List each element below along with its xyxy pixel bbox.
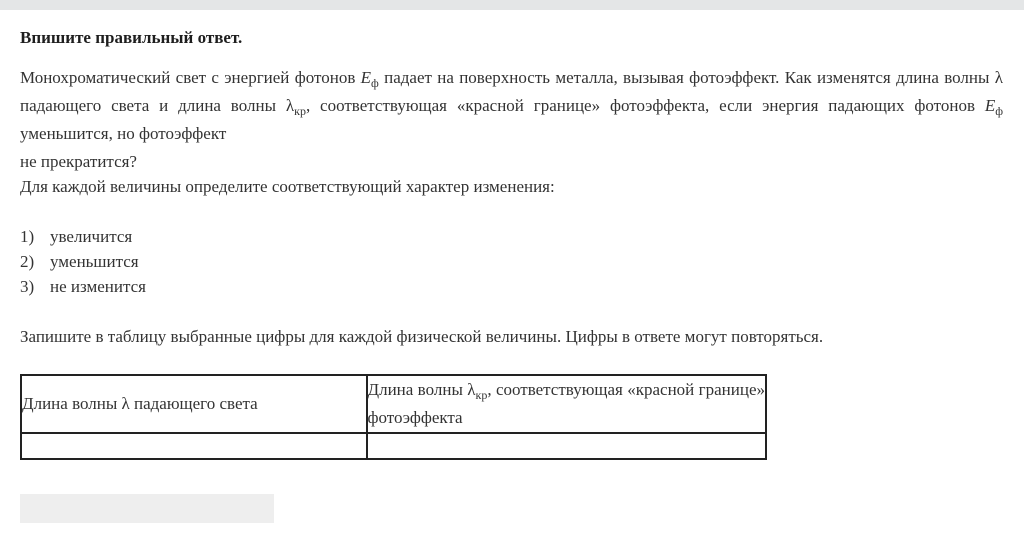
option-number: 1) — [20, 227, 35, 246]
energy-subscript: ф — [371, 76, 379, 90]
option-item — [20, 274, 146, 299]
answer-cell-1[interactable] — [21, 433, 367, 459]
table-answer-row — [21, 433, 766, 459]
top-bar — [0, 0, 1024, 10]
options-list — [20, 224, 146, 299]
question-part: падает на поверхность металла, вызывая фотоэффект. Как изменятся длина волны λ падающего света и длина волны λ — [20, 68, 1003, 115]
question-line: не прекратится? — [20, 152, 137, 171]
option-number: 3) — [20, 277, 35, 296]
question-part: Монохроматический свет с энергией фотонов — [20, 68, 361, 87]
question-text — [20, 64, 1003, 148]
answer-table — [20, 374, 767, 460]
table-header-row — [21, 375, 766, 433]
question-part: уменьшится, но фотоэффект — [20, 124, 227, 143]
instruction-heading: Впишите правильный ответ. — [20, 28, 243, 47]
energy-subscript: ф — [995, 104, 1004, 118]
option-text: не изменится — [50, 277, 146, 296]
question-line: Для каждой величины определите соответствующий характер изменения: — [20, 177, 555, 196]
header-part: , соответствующая «красной границе» фотоэффекта — [367, 380, 765, 427]
option-item — [20, 249, 146, 274]
energy-symbol: E — [360, 68, 372, 87]
option-item — [20, 224, 146, 249]
header-red-limit — [367, 375, 767, 433]
option-number: 2) — [20, 252, 35, 271]
answer-placeholder-bar — [20, 494, 274, 523]
question-part: , соответствующая «красной границе» фотоэффекта, если энергия падающих фотонов — [305, 96, 985, 115]
lambda-subscript: кр — [475, 388, 488, 402]
option-text: уменьшится — [50, 252, 139, 271]
table-instruction: Запишите в таблицу выбранные цифры для каждой физической величины. Цифры в ответе могут повторяться. — [20, 327, 824, 346]
lambda-subscript: кр — [294, 104, 306, 118]
header-part: Длина волны λ — [367, 380, 476, 399]
energy-symbol: E — [984, 96, 996, 115]
header-wavelength: Длина волны λ падающего света — [21, 375, 367, 433]
answer-cell-2[interactable] — [367, 433, 767, 459]
option-text: увеличится — [50, 227, 133, 246]
